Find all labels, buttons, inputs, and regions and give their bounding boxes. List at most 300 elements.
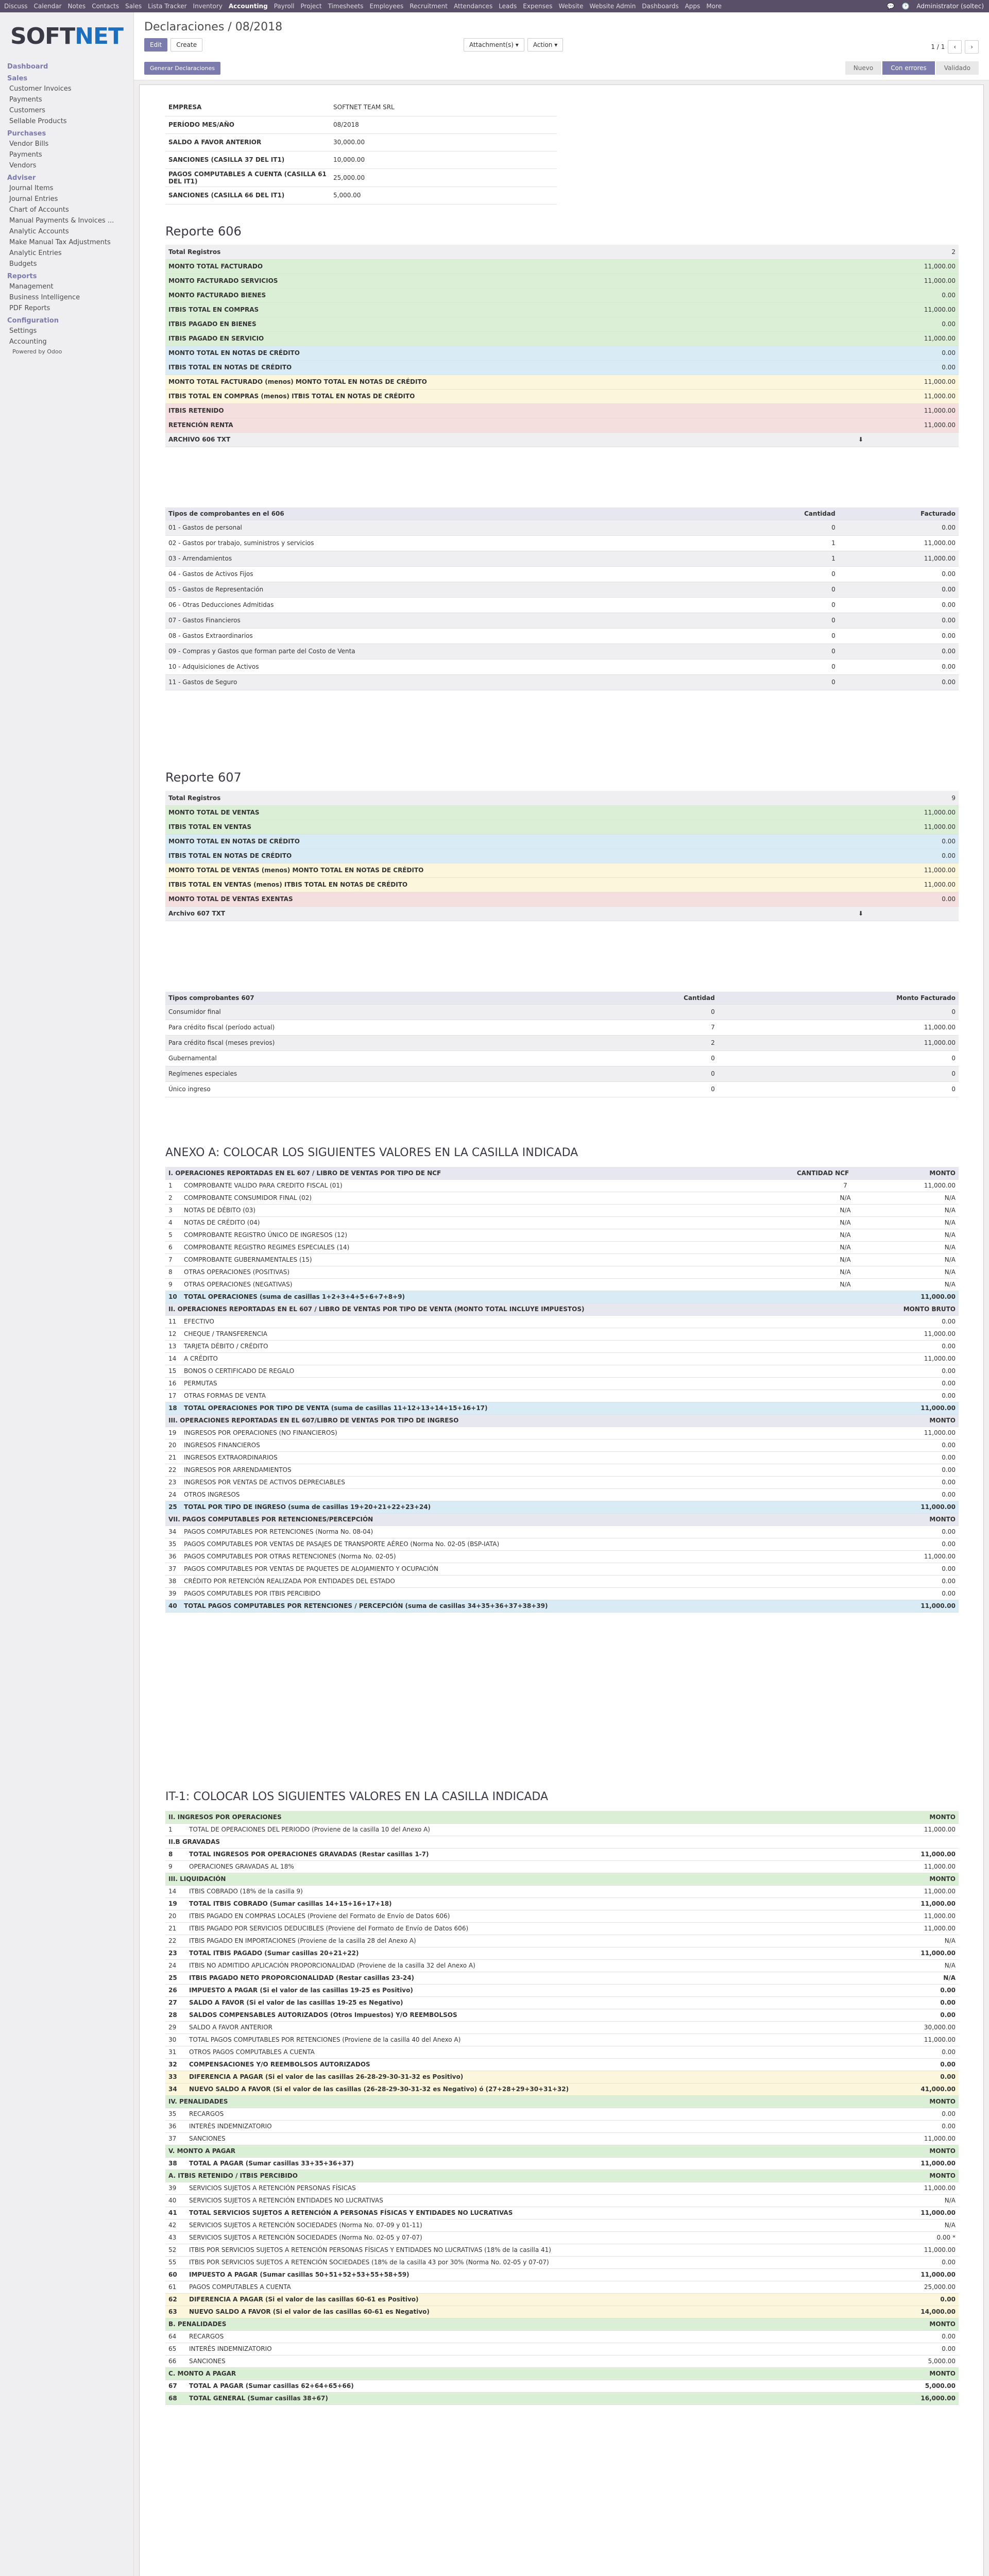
- it1-monto: 0.00 *: [897, 2231, 959, 2244]
- anexo-qty: [794, 1563, 897, 1575]
- anexo-row: [165, 1377, 959, 1389]
- top-menu-item[interactable]: Website: [558, 3, 584, 10]
- anexo-label: PERMUTAS: [181, 1377, 794, 1389]
- anexo-monto: 0.00: [897, 1587, 959, 1600]
- summary-label: MONTO TOTAL DE VENTAS (menos) MONTO TOTAL EN NOTAS DE CRÉDITO: [165, 863, 763, 877]
- it1-casilla: 14: [165, 1885, 186, 1897]
- it1-casilla: 65: [165, 2343, 186, 2355]
- types-cell: 0: [729, 674, 839, 690]
- it1-label: ITBIS COBRADO (18% de la casilla 9): [186, 1885, 897, 1897]
- top-menu-bar: [0, 0, 989, 12]
- anexo-label: TOTAL PAGOS COMPUTABLES POR RETENCIONES / PERCEPCIÓN (suma de casillas 34+35+36+37+38+39): [181, 1600, 794, 1612]
- types-cell: 0: [729, 643, 839, 659]
- top-menu-item[interactable]: Apps: [685, 3, 701, 10]
- it1-row: [165, 2194, 959, 2207]
- sidebar-item[interactable]: Vendor Bills: [9, 140, 49, 148]
- it1-casilla: 22: [165, 1935, 186, 1947]
- info-section: [165, 98, 557, 205]
- it1-label: ITBIS NO ADMITIDO APLICACIÓN PROPORCIONALIDAD (Proviene de la casilla 32 del Anexo A): [186, 1959, 897, 1972]
- top-menu-item[interactable]: Calendar: [33, 3, 62, 10]
- form-area: [134, 80, 989, 2576]
- types-cell: 0.00: [839, 659, 959, 674]
- info-label: PAGOS COMPUTABLES A CUENTA (CASILLA 61 DEL IT1): [165, 168, 330, 187]
- summary-row: [165, 259, 959, 274]
- sidebar-section[interactable]: Purchases: [7, 130, 46, 138]
- it1-label: TOTAL A PAGAR (Sumar casillas 62+64+65+66): [186, 2380, 897, 2392]
- top-menu-item[interactable]: Project: [300, 3, 322, 10]
- anexo-qty: [794, 1587, 897, 1600]
- types-header-cell: Tipos comprobantes 607: [165, 992, 580, 1004]
- anexo-row: [165, 1439, 959, 1451]
- it1-monto: 5,000.00: [897, 2355, 959, 2367]
- anexo-row: [165, 1451, 959, 1464]
- it1-row: [165, 1996, 959, 2009]
- sidebar-item[interactable]: Management: [9, 283, 54, 291]
- it1-label: RECARGOS: [186, 2108, 897, 2120]
- types-cell: 0.00: [839, 582, 959, 597]
- types-row: [165, 597, 959, 613]
- types-row: [165, 551, 959, 566]
- info-table: [165, 98, 557, 205]
- it1-label: ITBIS PAGADO POR SERVICIOS DEDUCIBLES (Proviene del Formato de Envío de Datos 606): [186, 1922, 897, 1935]
- types-cell: 0.00: [839, 613, 959, 628]
- anexo-monto: 11,000.00: [897, 1179, 959, 1192]
- sidebar-item[interactable]: Analytic Accounts: [9, 228, 69, 235]
- summary-row: [165, 849, 959, 863]
- it1-casilla: 30: [165, 2033, 186, 2046]
- top-menu-item[interactable]: Recruitment: [410, 3, 448, 10]
- types-cell: 08 - Gastos Extraordinarios: [165, 628, 729, 643]
- it1-row: [165, 2083, 959, 2095]
- sidebar-item[interactable]: Journal Items: [9, 184, 54, 192]
- it1-row: [165, 2182, 959, 2194]
- anexo-row: [165, 1389, 959, 1402]
- it1-section-header: [165, 2145, 959, 2157]
- summary-row: [165, 805, 959, 820]
- anexo-monto: 0.00: [897, 1315, 959, 1328]
- sidebar-item[interactable]: Accounting: [9, 338, 47, 346]
- types-row: [165, 1004, 959, 1020]
- anexo-label: COMPROBANTE REGISTRO ÚNICO DE INGRESOS (12): [181, 1229, 794, 1241]
- types-cell: 0.00: [839, 643, 959, 659]
- sidebar-section[interactable]: Sales: [7, 75, 28, 82]
- anexo-header-label: I. OPERACIONES REPORTADAS EN EL 607 / LIBRO DE VENTAS POR TIPO DE NCF: [165, 1167, 794, 1179]
- types-header-cell: Cantidad: [729, 507, 839, 520]
- types-cell: 02 - Gastos por trabajo, suministros y servicios: [165, 535, 729, 551]
- it1-monto: 11,000.00: [897, 1848, 959, 1860]
- it1-header-label: B. PENALIDADES: [165, 2318, 897, 2330]
- it1-casilla: 68: [165, 2392, 186, 2404]
- it1-label: DIFERENCIA A PAGAR (Si el valor de las casillas 60-61 es Positivo): [186, 2293, 897, 2306]
- anexo-monto: 11,000.00: [897, 1352, 959, 1365]
- types-cell: 04 - Gastos de Activos Fijos: [165, 566, 729, 582]
- summary-value: 0.00: [763, 288, 959, 302]
- anexo-casilla: 23: [165, 1476, 181, 1488]
- it1-row: [165, 2071, 959, 2083]
- types-cell: Consumidor final: [165, 1004, 580, 1020]
- it1-label: TOTAL SERVICIOS SUJETOS A RETENCIÓN A PERSONAS FÍSICAS Y ENTIDADES NO LUCRATIVAS: [186, 2207, 897, 2219]
- summary-value: 2: [763, 245, 959, 259]
- anexo-qty: [794, 1291, 897, 1303]
- anexo-row: [165, 1204, 959, 1216]
- sidebar-section[interactable]: Configuration: [7, 317, 59, 325]
- it1-row: [165, 1897, 959, 1910]
- it1-label: SANCIONES: [186, 2355, 897, 2367]
- anexo-monto: N/A: [897, 1229, 959, 1241]
- summary-label: ITBIS RETENIDO: [165, 403, 763, 418]
- it1-label: SALDOS COMPENSABLES AUTORIZADOS (Otros Impuestos) Y/O REEMBOLSOS: [186, 2009, 897, 2021]
- it1-monto: 0.00: [897, 1984, 959, 1996]
- top-menu-item[interactable]: Notes: [67, 3, 86, 10]
- anexo-section-header: [165, 1167, 959, 1179]
- it1-casilla: 20: [165, 1910, 186, 1922]
- info-value: 25,000.00: [330, 168, 557, 187]
- it1-row: [165, 1848, 959, 1860]
- top-menu-item[interactable]: Timesheets: [328, 3, 364, 10]
- it1-label: TOTAL GENERAL (Sumar casillas 38+67): [186, 2392, 897, 2404]
- it1-label: IMPUESTO A PAGAR (Si el valor de las casillas 19-25 es Positivo): [186, 1984, 897, 1996]
- anexo-label: EFECTIVO: [181, 1315, 794, 1328]
- anexo-monto: N/A: [897, 1266, 959, 1278]
- top-menu-item[interactable]: More: [706, 3, 722, 10]
- types-cell: 10 - Adquisiciones de Activos: [165, 659, 729, 674]
- top-menu-item[interactable]: Accounting: [228, 3, 268, 10]
- summary-value: 11,000.00: [763, 259, 959, 274]
- sidebar-section[interactable]: Dashboard: [7, 63, 48, 71]
- report-607-title: Reporte 607: [165, 770, 242, 785]
- it1-row: [165, 2231, 959, 2244]
- control-panel: [134, 12, 989, 80]
- it1-subheader: [165, 1836, 959, 1848]
- it1-casilla: 63: [165, 2306, 186, 2318]
- summary-row: [165, 389, 959, 403]
- anexo-label: PAGOS COMPUTABLES POR OTRAS RETENCIONES (Norma No. 02-05): [181, 1550, 794, 1563]
- anexo-row: [165, 1253, 959, 1266]
- it1-row: [165, 2132, 959, 2145]
- types-cell: 0.00: [839, 597, 959, 613]
- it1-label: TOTAL ITBIS PAGADO (Sumar casillas 20+21+22): [186, 1947, 897, 1959]
- it1-section-header: [165, 1873, 959, 1885]
- types-row: [165, 659, 959, 674]
- summary-value: 0.00: [763, 834, 959, 849]
- action-buttons: [464, 38, 563, 52]
- summary-label: Total Registros: [165, 245, 763, 259]
- summary-value: 11,000.00: [763, 403, 959, 418]
- attachments-dropdown[interactable]: Attachment(s) ▾: [464, 38, 524, 52]
- anexo-label: OTRAS FORMAS DE VENTA: [181, 1389, 794, 1402]
- anexo-casilla: 1: [165, 1179, 181, 1192]
- anexo-monto: 11,000.00: [897, 1600, 959, 1612]
- it1-casilla: 31: [165, 2046, 186, 2058]
- sidebar-item[interactable]: Vendors: [9, 162, 37, 170]
- anexo-monto: N/A: [897, 1216, 959, 1229]
- summary-row: [165, 820, 959, 834]
- sidebar-item[interactable]: Customer Invoices: [9, 85, 72, 93]
- anexo-casilla: 37: [165, 1563, 181, 1575]
- anexo-monto: 11,000.00: [897, 1427, 959, 1439]
- anexo-label: COMPROBANTE REGISTRO REGIMES ESPECIALES (14): [181, 1241, 794, 1253]
- summary-value: 11,000.00: [763, 375, 959, 389]
- anexo-label: PAGOS COMPUTABLES POR VENTAS DE PAQUETES DE ALOJAMIENTO Y OCUPACIÓN: [181, 1563, 794, 1575]
- anexo-row: [165, 1291, 959, 1303]
- types-cell: Gubernamental: [165, 1050, 580, 1066]
- it1-casilla: 36: [165, 2120, 186, 2132]
- create-button[interactable]: Create: [170, 38, 202, 52]
- sidebar-item[interactable]: Business Intelligence: [9, 294, 80, 301]
- anexo-casilla: 24: [165, 1488, 181, 1501]
- sidebar: [0, 12, 134, 2576]
- anexo-row: [165, 1402, 959, 1414]
- download-icon[interactable]: ⬇: [763, 432, 959, 447]
- it1-casilla: 19: [165, 1897, 186, 1910]
- types-cell: 1: [729, 535, 839, 551]
- prev-icon[interactable]: ‹: [948, 40, 962, 54]
- clock-icon[interactable]: 🕑: [901, 3, 910, 10]
- report-606-table: [165, 245, 959, 447]
- it1-label: OPERACIONES GRAVADAS AL 18%: [186, 1860, 897, 1873]
- status-step[interactable]: Validado: [936, 61, 979, 75]
- sidebar-item[interactable]: Journal Entries: [9, 195, 58, 203]
- anexo-row: [165, 1315, 959, 1328]
- anexo-section-header: [165, 1303, 959, 1315]
- anexo-row: [165, 1600, 959, 1612]
- sidebar-item[interactable]: PDF Reports: [9, 304, 50, 312]
- anexo-qty: N/A: [794, 1216, 897, 1229]
- download-icon[interactable]: ⬇: [763, 906, 959, 921]
- anexo-row: [165, 1365, 959, 1377]
- it1-monto: 0.00: [897, 2293, 959, 2306]
- it1-monto: N/A: [897, 2194, 959, 2207]
- types-cell: 0.00: [839, 628, 959, 643]
- pager-value[interactable]: 1 / 1: [931, 43, 945, 50]
- it1-casilla: 34: [165, 2083, 186, 2095]
- it1-row: [165, 2120, 959, 2132]
- it1-monto: 11,000.00: [897, 1897, 959, 1910]
- anexo-qty: 7: [794, 1179, 897, 1192]
- types-header-cell: Tipos de comprobantes en el 606: [165, 507, 729, 520]
- it1-row: [165, 1910, 959, 1922]
- edit-button[interactable]: Edit: [144, 38, 167, 52]
- sidebar-item[interactable]: Analytic Entries: [9, 249, 62, 257]
- top-menu-item[interactable]: Leads: [499, 3, 517, 10]
- summary-value: 0.00: [763, 360, 959, 375]
- sidebar-item[interactable]: Settings: [9, 327, 37, 335]
- top-menu-item[interactable]: Employees: [369, 3, 404, 10]
- it1-casilla: 38: [165, 2157, 186, 2170]
- anexo-qty: N/A: [794, 1241, 897, 1253]
- anexo-casilla: 17: [165, 1389, 181, 1402]
- it1-row: [165, 1823, 959, 1836]
- it1-header-monto: MONTO: [897, 2318, 959, 2330]
- breadcrumb[interactable]: Declaraciones / 08/2018: [144, 21, 283, 33]
- types-cell: 0: [718, 1081, 959, 1097]
- summary-label: MONTO TOTAL FACTURADO (menos) MONTO TOTAL EN NOTAS DE CRÉDITO: [165, 375, 763, 389]
- it1-casilla: 55: [165, 2256, 186, 2268]
- it1-section-header: [165, 2095, 959, 2108]
- anexo-qty: [794, 1340, 897, 1352]
- anexo-header-qty: [794, 1513, 897, 1526]
- it1-monto: 0.00: [897, 1996, 959, 2009]
- anexo-monto: 0.00: [897, 1538, 959, 1550]
- user-menu[interactable]: Administrator (soltec): [916, 3, 984, 10]
- summary-row: [165, 317, 959, 331]
- top-menu-item[interactable]: Lista Tracker: [148, 3, 187, 10]
- generar-declaraciones-button[interactable]: Generar Declaraciones: [144, 62, 220, 75]
- anexo-row: [165, 1501, 959, 1513]
- it1-label: DIFERENCIA A PAGAR (Si el valor de las casillas 26-28-29-30-31-32 es Positivo): [186, 2071, 897, 2083]
- it1-monto: 11,000.00: [897, 1910, 959, 1922]
- sidebar-section[interactable]: Adviser: [7, 174, 36, 182]
- status-step[interactable]: Nuevo: [845, 61, 881, 75]
- anexo-qty: N/A: [794, 1278, 897, 1291]
- types-row: [165, 520, 959, 535]
- anexo-label: COMPROBANTE GUBERNAMENTALES (15): [181, 1253, 794, 1266]
- sidebar-item[interactable]: Customers: [9, 107, 45, 114]
- it1-row: [165, 2021, 959, 2033]
- anexo-casilla: 14: [165, 1352, 181, 1365]
- sidebar-section[interactable]: Reports: [7, 273, 37, 280]
- next-icon[interactable]: ›: [965, 40, 979, 54]
- anexo-casilla: 34: [165, 1526, 181, 1538]
- report-606-title: Reporte 606: [165, 224, 242, 239]
- it1-header-monto: MONTO: [897, 2095, 959, 2108]
- anexo-label: INGRESOS POR OPERACIONES (NO FINANCIEROS): [181, 1427, 794, 1439]
- it1-monto: 0.00: [897, 2071, 959, 2083]
- sidebar-item[interactable]: Manual Payments & Invoices ...: [9, 217, 114, 225]
- anexo-label: CHEQUE / TRANSFERENCIA: [181, 1328, 794, 1340]
- report-607-table: [165, 791, 959, 921]
- top-menu-item[interactable]: Expenses: [523, 3, 553, 10]
- types-header-cell: Facturado: [839, 507, 959, 520]
- anexo-monto: 11,000.00: [897, 1550, 959, 1563]
- it1-label: TOTAL ITBIS COBRADO (Sumar casillas 14+15+16+17+18): [186, 1897, 897, 1910]
- it1-label: SALDO A FAVOR (Si el valor de las casillas 19-25 es Negativo): [186, 1996, 897, 2009]
- anexo-qty: [794, 1600, 897, 1612]
- types-row: [165, 674, 959, 690]
- sidebar-item[interactable]: Payments: [9, 151, 42, 159]
- top-menu-item[interactable]: Dashboards: [642, 3, 679, 10]
- it1-title: IT-1: COLOCAR LOS SIGUIENTES VALORES EN LA CASILLA INDICADA: [165, 1790, 548, 1803]
- summary-value: 11,000.00: [763, 877, 959, 892]
- it1-casilla: 52: [165, 2244, 186, 2256]
- top-menu-item[interactable]: Attendances: [453, 3, 493, 10]
- status-step[interactable]: Con errores: [882, 61, 935, 75]
- types-row: [165, 1035, 959, 1050]
- edit-create-buttons: [144, 38, 202, 52]
- summary-row: [165, 892, 959, 906]
- types-cell: 0: [718, 1004, 959, 1020]
- sidebar-item[interactable]: Make Manual Tax Adjustments: [9, 239, 111, 246]
- it1-label: ITBIS PAGADO NETO PROPORCIONALIDAD (Restar casillas 23-24): [186, 1972, 897, 1984]
- it1-label: INTERÉS INDEMNIZATORIO: [186, 2343, 897, 2355]
- it1-monto: 30,000.00: [897, 2021, 959, 2033]
- powered-by[interactable]: Powered by Odoo: [12, 348, 62, 355]
- summary-value: 0.00: [763, 892, 959, 906]
- it1-label: SANCIONES: [186, 2132, 897, 2145]
- it1-label: SERVICIOS SUJETOS A RETENCIÓN SOCIEDADES (Norma No. 07-09 y 01-11): [186, 2219, 897, 2231]
- action-dropdown[interactable]: Action ▾: [527, 38, 563, 52]
- anexo-label: OTRAS OPERACIONES (NEGATIVAS): [181, 1278, 794, 1291]
- top-menu-item[interactable]: Inventory: [193, 3, 223, 10]
- it1-row: [165, 2157, 959, 2170]
- sidebar-menu: [0, 62, 133, 347]
- info-row: [165, 187, 557, 204]
- report-607-summary: [165, 791, 959, 921]
- summary-row: [165, 274, 959, 288]
- pager: [931, 40, 979, 54]
- anexo-monto: N/A: [897, 1241, 959, 1253]
- info-row: [165, 116, 557, 133]
- it1-label: ITBIS POR SERVICIOS SUJETOS A RETENCIÓN SOCIEDADES (18% de la casilla 43 por 30% (Norma No. 02-05 y 07-07): [186, 2256, 897, 2268]
- summary-label: MONTO TOTAL DE VENTAS EXENTAS: [165, 892, 763, 906]
- anexo-row: [165, 1266, 959, 1278]
- info-value: 5,000.00: [330, 187, 557, 204]
- summary-row: [165, 906, 959, 921]
- anexo-header-label: II. OPERACIONES REPORTADAS EN EL 607 / LIBRO DE VENTAS POR TIPO DE VENTA (MONTO TOTAL INCLUYE IMPUESTOS): [165, 1303, 794, 1315]
- top-menu-item[interactable]: Contacts: [92, 3, 120, 10]
- it1-header-label: A. ITBIS RETENIDO / ITBIS PERCIBIDO: [165, 2170, 897, 2182]
- it1-monto: 14,000.00: [897, 2306, 959, 2318]
- it1-monto: 11,000.00: [897, 1860, 959, 1873]
- types-row: [165, 582, 959, 597]
- sidebar-item[interactable]: Sellable Products: [9, 117, 67, 125]
- anexo-qty: [794, 1501, 897, 1513]
- anexo-label: TARJETA DÉBITO / CRÉDITO: [181, 1340, 794, 1352]
- anexo-header-monto: MONTO: [897, 1167, 959, 1179]
- top-menu-item[interactable]: Discuss: [4, 3, 28, 10]
- summary-value: 11,000.00: [763, 274, 959, 288]
- it1-row: [165, 2281, 959, 2293]
- it1-header-monto: MONTO: [897, 1873, 959, 1885]
- it1-row: [165, 2293, 959, 2306]
- summary-row: [165, 418, 959, 432]
- sidebar-item[interactable]: Payments: [9, 96, 42, 104]
- summary-label: ARCHIVO 606 TXT: [165, 432, 763, 447]
- it1-casilla: 24: [165, 1959, 186, 1972]
- it1-label: SALDO A FAVOR ANTERIOR: [186, 2021, 897, 2033]
- sidebar-item[interactable]: Chart of Accounts: [9, 206, 69, 214]
- it1-section-header: [165, 2318, 959, 2330]
- top-menu-item[interactable]: Website Admin: [589, 3, 636, 10]
- top-menu-item[interactable]: Payroll: [274, 3, 295, 10]
- anexo-casilla: 2: [165, 1192, 181, 1204]
- anexo-casilla: 39: [165, 1587, 181, 1600]
- summary-label: ITBIS TOTAL EN COMPRAS (menos) ITBIS TOTAL EN NOTAS DE CRÉDITO: [165, 389, 763, 403]
- summary-row: [165, 375, 959, 389]
- anexo-monto: N/A: [897, 1192, 959, 1204]
- company-logo: SOFT NET: [10, 23, 124, 49]
- info-label: SALDO A FAVOR ANTERIOR: [165, 133, 330, 151]
- it1-monto: 11,000.00: [897, 1947, 959, 1959]
- types-cell: 0.00: [839, 566, 959, 582]
- it1-label: ITBIS POR SERVICIOS SUJETOS A RETENCIÓN PERSONAS FÍSICAS Y ENTIDADES NO LUCRATIVAS (18% de la casilla 41): [186, 2244, 897, 2256]
- anexo-monto: 0.00: [897, 1340, 959, 1352]
- info-row: [165, 98, 557, 116]
- anexo-qty: N/A: [794, 1229, 897, 1241]
- chat-icon[interactable]: 💬: [886, 3, 895, 10]
- sidebar-item[interactable]: Budgets: [9, 260, 37, 268]
- anexo-row: [165, 1550, 959, 1563]
- report-606-types: [165, 507, 959, 690]
- top-menu-item[interactable]: Sales: [125, 3, 142, 10]
- anexo-row: [165, 1538, 959, 1550]
- info-value: 10,000.00: [330, 151, 557, 168]
- types-row: [165, 1050, 959, 1066]
- anexo-casilla: 11: [165, 1315, 181, 1328]
- it1-casilla: 64: [165, 2330, 186, 2343]
- it1-header-monto: MONTO: [897, 2170, 959, 2182]
- anexo-qty: [794, 1389, 897, 1402]
